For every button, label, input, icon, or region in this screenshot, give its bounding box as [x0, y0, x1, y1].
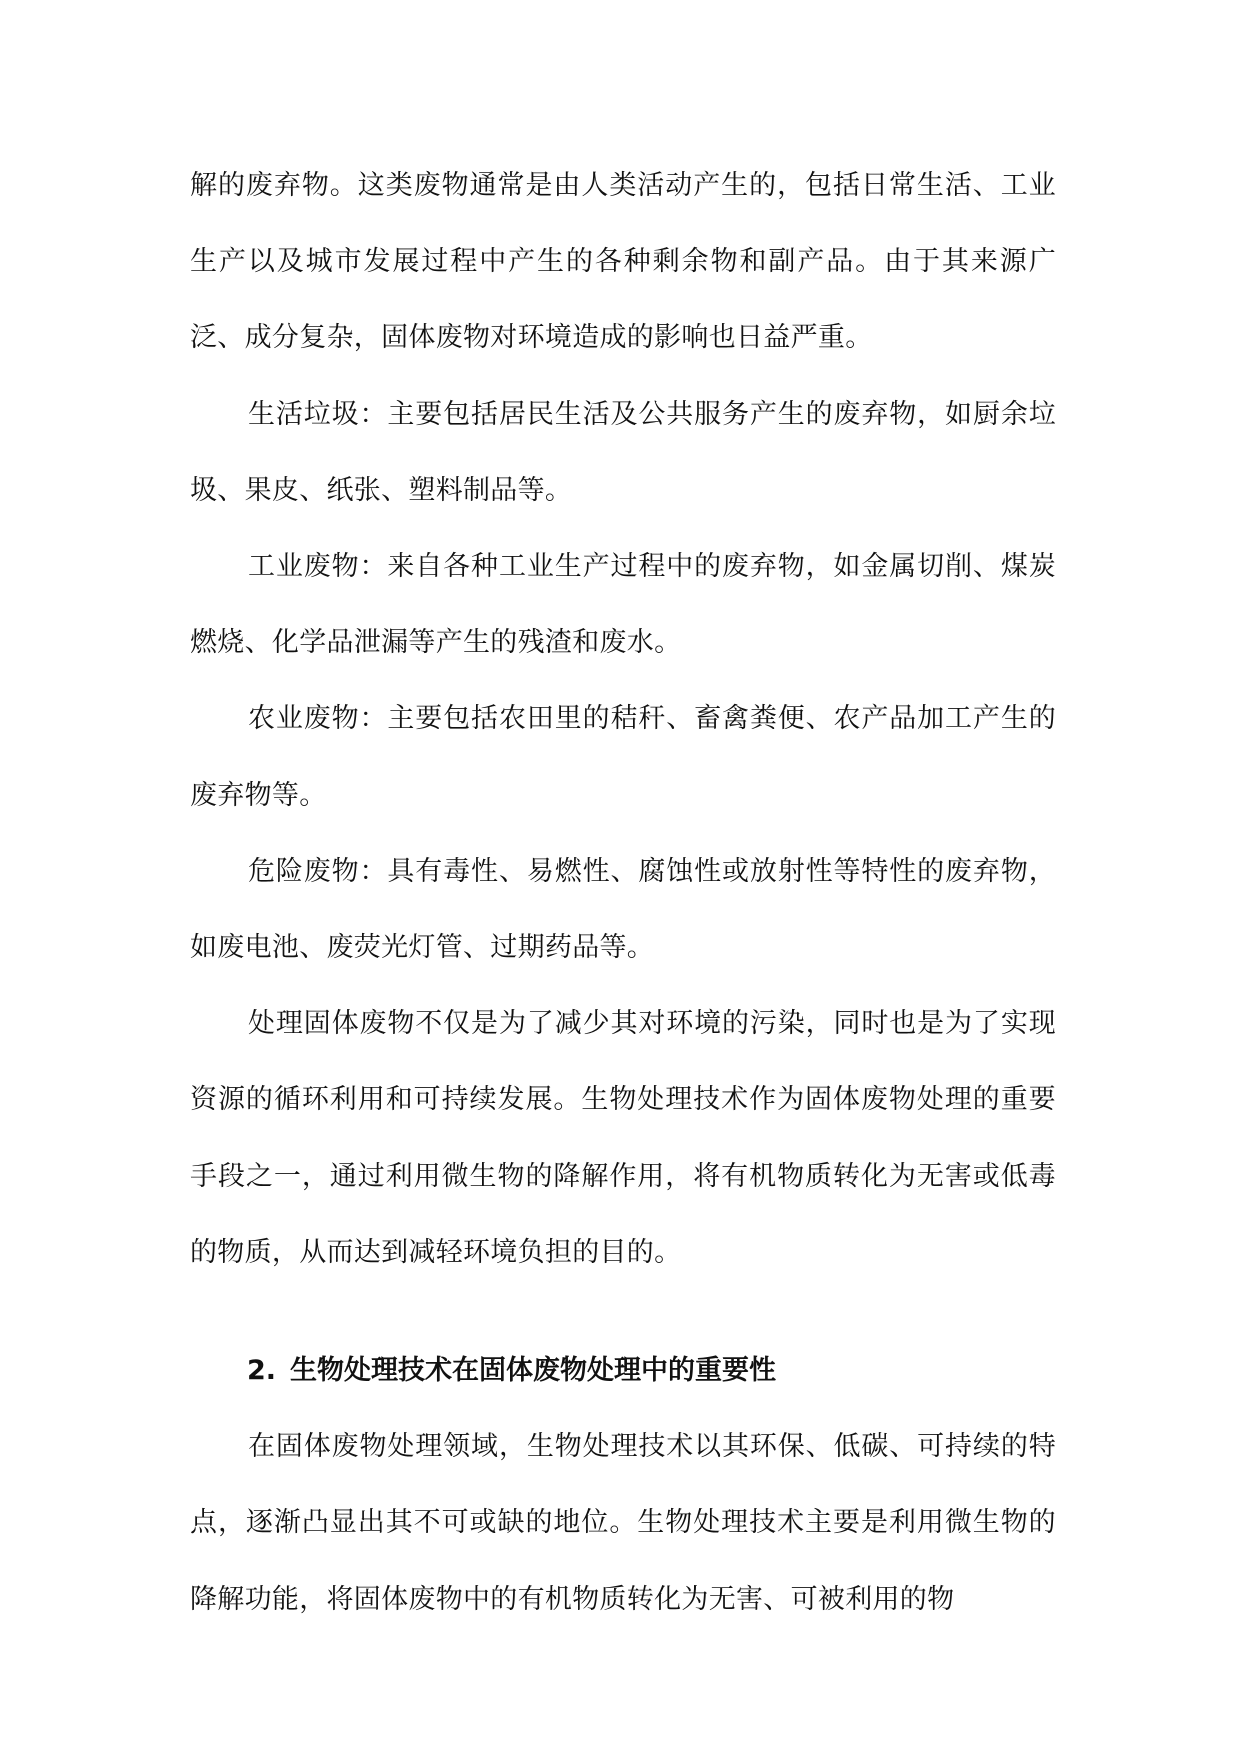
paragraph-industrial-waste: 工业废物：来自各种工业生产过程中的废弃物，如金属切削、煤炭燃烧、化学品泄漏等产生的残渣和废水。 [190, 551, 1056, 659]
paragraph-household-waste: 生活垃圾：主要包括居民生活及公共服务产生的废弃物，如厨余垃圾、果皮、纸张、塑料制品等。 [190, 398, 1056, 506]
document-body [190, 148, 1056, 1638]
section-heading [190, 1333, 1056, 1409]
paragraph-bio-treatment-importance: 在固体废物处理领域，生物处理技术以其环保、低碳、可持续的特点，逐渐凸显出其不可或缺的地位。生物处理技术主要是利用微生物的降解功能，将固体废物中的有机物质转化为无害、可被利用的物 [190, 1431, 1056, 1615]
paragraph-treatment-purpose: 处理固体废物不仅是为了减少其对环境的污染，同时也是为了实现资源的循环利用和可持续发展。生物处理技术作为固体废物处理的重要手段之一，通过利用微生物的降解作用，将有机物质转化为无害或低毒的物质，从而达到减轻环境负担的目的。 [190, 1008, 1056, 1268]
paragraph-hazardous-waste: 危险废物：具有毒性、易燃性、腐蚀性或放射性等特性的废弃物，如废电池、废荧光灯管、过期药品等。 [190, 855, 1056, 964]
paragraph-continuation: 解的废弃物。这类废物通常是由人类活动产生的，包括日常生活、工业生产以及城市发展过程中产生的各种剩余物和副产品。由于其来源广泛、成分复杂，固体废物对环境造成的影响也日益严重。 [190, 170, 1056, 354]
section-title: 生物处理技术在固体废物处理中的重要性 [290, 1355, 777, 1387]
section-number: 2. [247, 1355, 277, 1387]
paragraph-agricultural-waste: 农业废物：主要包括农田里的秸秆、畜禽粪便、农产品加工产生的废弃物等。 [190, 703, 1056, 811]
